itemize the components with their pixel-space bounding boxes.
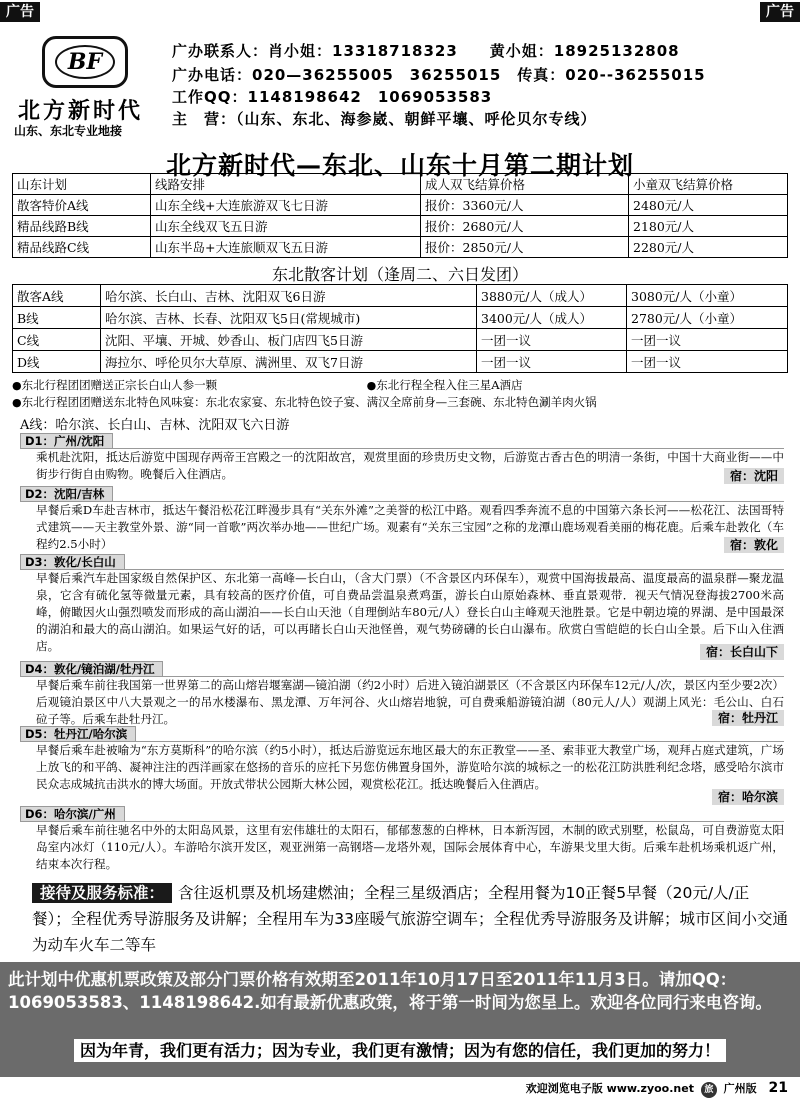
table-cell: 一团一议	[627, 329, 788, 351]
table-cell: 2280元/人	[629, 237, 788, 258]
table-row	[13, 351, 788, 373]
table-header: 成人双飞结算价格	[421, 174, 629, 195]
brand-name: 北方新时代	[18, 98, 144, 124]
table-cell: 哈尔滨、吉林、长春、沈阳双飞5日(常规城市)	[101, 307, 477, 329]
contact-line: 主 营：（山东、东北、海参崴、朝鲜平壤、呼伦贝尔专线）	[172, 110, 597, 128]
table-cell: 散客A线	[13, 285, 101, 307]
table-cell: 3400元/人（成人）	[477, 307, 627, 329]
stay-badge: 宿：长白山下	[700, 644, 784, 660]
shandong-table	[12, 173, 788, 258]
table-row	[13, 237, 788, 258]
table-cell: 3080元/人（小童）	[627, 285, 788, 307]
table-cell: 哈尔滨、长白山、吉林、沈阳双飞6日游	[101, 285, 477, 307]
note-item: 东北行程全程入住三星A酒店	[376, 378, 523, 392]
table-cell: 2780元/人（小童）	[627, 307, 788, 329]
table-cell: 一团一议	[477, 351, 627, 373]
table-header: 小童双飞结算价格	[629, 174, 788, 195]
contact-line: 广办联系人：肖小姐：13318718323 黄小姐：18925132808	[172, 42, 680, 60]
stay-badge: 宿：敦化	[724, 537, 784, 553]
brand-logo	[42, 36, 128, 88]
day-label: D3：敦化/长白山	[20, 554, 125, 570]
stay-badge: 宿：哈尔滨	[712, 789, 784, 805]
northeast-table	[12, 284, 788, 373]
bullet-icon: ●	[366, 379, 377, 392]
table-header: 山东计划	[13, 174, 151, 195]
day-header	[20, 661, 784, 677]
table-header-row	[13, 174, 788, 195]
northeast-title: 东北散客计划（逢周二、六日发团）	[271, 265, 528, 284]
notice-banner	[0, 962, 800, 1077]
day-description: 早餐后乘汽车赴国家级自然保护区、东北第一高峰—长白山，（含大门票）（不含景区内环保车），观赏中国海拔最高、温度最高的温泉群—聚龙温泉，它含有硫化氢等微量元素，具有较高的医疗价值，可自费品尝温泉煮鸡蛋，游长白山原始森林、垂直景观带．视天气情况登海拔2700米高峰，俯瞰因火山强烈喷发而形成的高山湖泊——长白山天池（自理倒站车80元/人）登长白山主峰观天池胜景。它是中朝边境的界湖、是中国最深的湖泊和最大的高山湖泊。如果运气好的话，可以再睹长白山天池怪兽，观气势磅礴的长白山瀑布。欣赏白雪皑皑的长白山全景。后下山入住酒店。	[36, 571, 784, 653]
day-label: D5：牡丹江/哈尔滨	[20, 726, 136, 742]
table-row	[13, 329, 788, 351]
day-description: 早餐后乘D车赴吉林市，抵达午餐沿松花江畔漫步具有“关东外滩”之美誉的松江中路。观看四季奔流不息的中国第六条长河——松花江、法国哥特式建筑——天主教堂外景、游“同一首歌”两次举办地——世纪广场。观素有“关东三宝园”之称的龙潭山鹿场观看美丽的梅花鹿。后乘车赴敦化（车程约2.5小时）	[36, 503, 784, 551]
day-label: D4：敦化/镜泊湖/牡丹江	[20, 661, 163, 677]
notice-text: 此计划中优惠机票政策及部分门票价格有效期至2011年10月17日至2011年11月3日。请加QQ：1069053583、1148198642.如有最新优惠政策，将于第一时间为您呈上。欢迎各位同行来电咨询。	[8, 970, 772, 1012]
stay-badge: 宿：沈阳	[724, 468, 784, 484]
header	[0, 28, 800, 140]
table-cell: D线	[13, 351, 101, 373]
table-cell: B线	[13, 307, 101, 329]
table-row	[13, 216, 788, 237]
standards-text: 含往返机票及机场建燃油；全程三星级酒店；全程用餐为10正餐5早餐（20元/人/正餐）；全程优秀导游服务及讲解；全程用车为33座暖气旅游空调车；全程优秀导游服务及讲解；城市区间小交通为动车火车二等车	[32, 884, 788, 954]
notes-row	[12, 394, 788, 411]
logo-mark: BF	[55, 45, 115, 79]
brand-subtitle: 山东、东北专业地接	[14, 124, 123, 138]
ad-tag-right: 广告	[760, 2, 800, 22]
note-item: 东北行程团团赠送东北特色风味宴：东北农家宴、东北特色饺子宴、满汉全席前身—三套碗、东北特色涮羊肉火锅	[21, 395, 597, 409]
day-description: 乘机赴沈阳，抵达后游览中国现存两帝王宫殿之一的沈阳故宫，观赏里面的珍贵历史文物，后游览古香古色的明清一条街，中国十大商业街——中街步行街自由购物。晚餐后入住酒店。	[36, 450, 784, 481]
table-cell: 精品线路B线	[13, 216, 151, 237]
line-a-title: A线：哈尔滨、长白山、吉林、沈阳双飞六日游	[20, 418, 290, 433]
stay-badge: 宿：牡丹江	[712, 710, 784, 726]
bullet-icon: ●	[12, 379, 22, 392]
footer-site: 欢迎浏览电子版 www.zyoo.net	[525, 1082, 694, 1095]
standards-label: 接待及服务标准：	[32, 883, 172, 903]
table-cell: 山东全线+大连旅游双飞七日游	[151, 195, 421, 216]
table-cell: 海拉尔、呼伦贝尔大草原、满洲里、双飞7日游	[101, 351, 477, 373]
day-description: 早餐后乘车前往我国第一世界第二的高山熔岩堰塞湖—镜泊湖（约2小时）后进入镜泊湖景区（不含景区内环保车12元/人/次，景区内至少要2次）后观镜泊景区中八大景观之一的吊水楼瀑布、黑龙潭、万年河谷、火山熔岩地貌，可自费乘船游镜泊湖（80元人/人）观湖上风光：毛公山、白石砬子等。后乘车赴牡丹江。	[36, 678, 784, 726]
day-label: D2：沈阳/吉林	[20, 486, 113, 502]
table-cell: C线	[13, 329, 101, 351]
table-row	[13, 195, 788, 216]
footer	[526, 1080, 788, 1098]
table-header: 线路安排	[151, 174, 421, 195]
day-description: 早餐后乘车赴被喻为“东方莫斯科”的哈尔滨（约5小时），抵达后游览远东地区最大的东正教堂——圣、索菲亚大教堂广场，观拜占庭式建筑，广场上放飞的和平鸽、凝神注注的西洋画家在悠扬的音乐的应托下另您仿佛置身国外，游览哈尔滨的城标之一的松花江防洪胜利纪念塔，感受哈尔滨市民众志成城抗击洪水的博大场面。开放式带状公园斯大林公园，观赏松花江。抵达晚餐后入住酒店。	[36, 743, 784, 791]
day-header	[20, 486, 784, 502]
page-number: 21	[768, 1080, 788, 1096]
day-header	[20, 554, 784, 570]
table-cell: 2480元/人	[629, 195, 788, 216]
table-cell: 一团一议	[477, 329, 627, 351]
table-cell: 山东全线双飞五日游	[151, 216, 421, 237]
table-cell: 一团一议	[627, 351, 788, 373]
table-cell: 精品线路C线	[13, 237, 151, 258]
day-description: 早餐后乘车前往驰名中外的太阳岛风景，这里有宏伟雄壮的太阳石，郁郁葱葱的白桦林，日本新泻园，木制的欧式别墅，松鼠岛，可自费游览太阳岛室内冰灯（110元/人）。车游哈尔滨开发区，观亚洲第一高钢塔—龙塔外观，国际会展体育中心，车游果戈里大街。后乘车赴机场乘机返广州，结束本次行程。	[36, 823, 784, 871]
footer-edition: 广州版	[723, 1082, 757, 1095]
table-row	[13, 307, 788, 329]
slogan	[0, 1038, 800, 1061]
day-label: D1：广州/沈阳	[20, 433, 113, 449]
page-title: 北方新时代—东北、山东十月第二期计划	[165, 151, 634, 180]
publication-badge-icon: 旅	[701, 1082, 717, 1098]
table-cell: 报价：3360元/人	[421, 195, 629, 216]
slogan-text: 因为年青，我们更有活力；因为专业，我们更有激情；因为有您的信任，我们更加的努力！	[74, 1039, 726, 1062]
service-standards	[32, 880, 788, 958]
table-row	[13, 285, 788, 307]
bullet-icon: ●	[12, 396, 22, 409]
table-cell: 报价：2850元/人	[421, 237, 629, 258]
note-item: 东北行程团团赠送正宗长白山人参一颗	[21, 378, 218, 392]
contact-line: 广办电话：020—36255005 36255015 传真：020--36255015	[172, 66, 706, 84]
table-cell: 3880元/人（成人）	[477, 285, 627, 307]
ad-tag-left: 广告	[0, 2, 40, 22]
notes-row	[12, 377, 788, 394]
day-header	[20, 433, 784, 449]
day-header	[20, 806, 784, 822]
contact-line: 工作QQ：1148198642 1069053583	[172, 88, 493, 106]
table-cell: 沈阳、平壤、开城、妙香山、板门店四飞5日游	[101, 329, 477, 351]
day-label: D6：哈尔滨/广州	[20, 806, 125, 822]
day-header	[20, 726, 784, 742]
table-cell: 散客特价A线	[13, 195, 151, 216]
table-cell: 2180元/人	[629, 216, 788, 237]
notes-block	[12, 377, 788, 411]
table-cell: 报价：2680元/人	[421, 216, 629, 237]
table-cell: 山东半岛+大连旅顺双飞五日游	[151, 237, 421, 258]
